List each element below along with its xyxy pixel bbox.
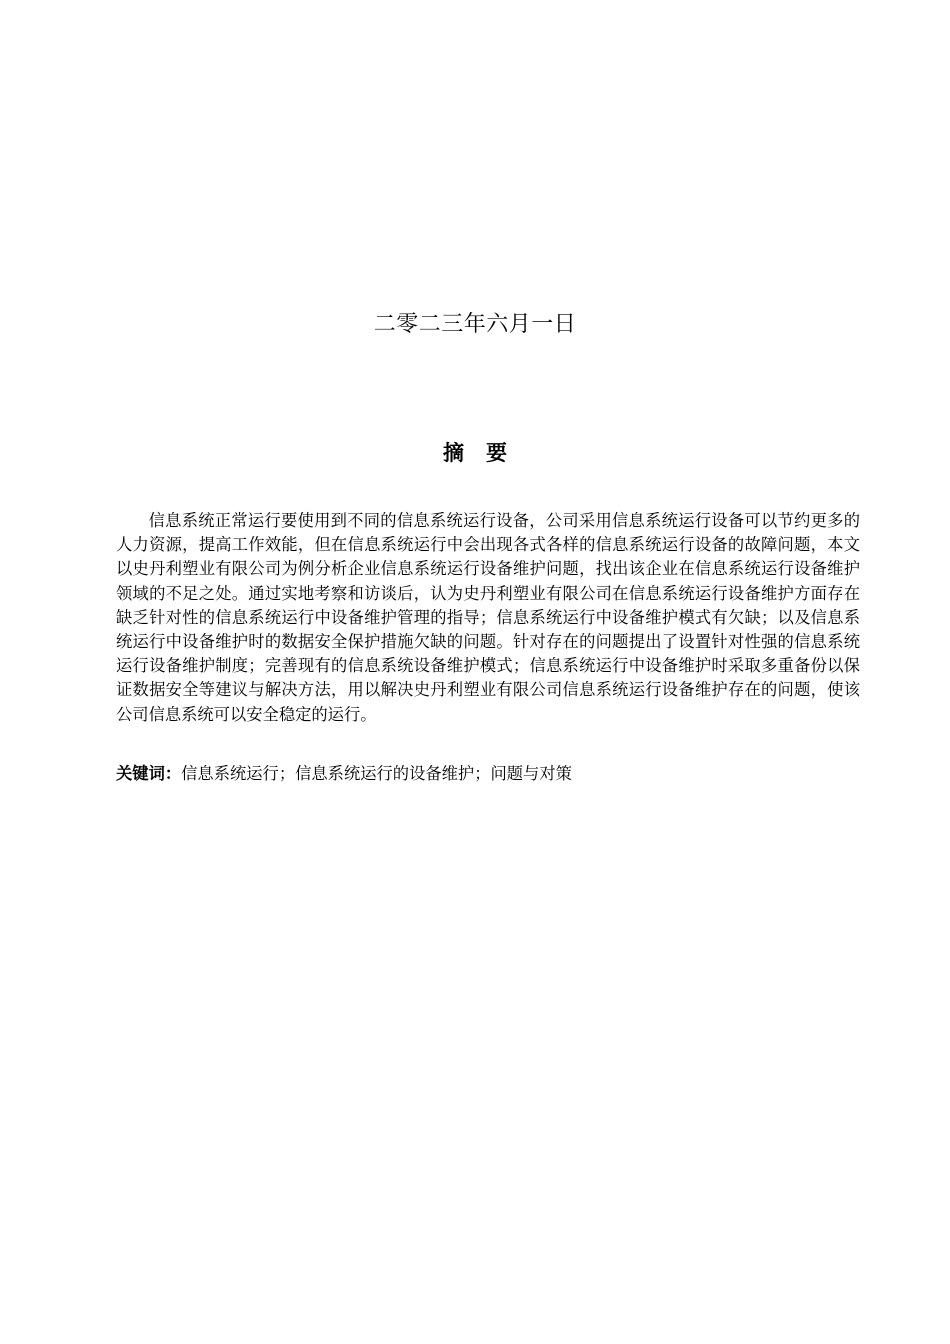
keywords-text: 信息系统运行；信息系统运行的设备维护；问题与对策 bbox=[181, 764, 572, 783]
keywords-line bbox=[116, 762, 860, 786]
abstract-body: 信息系统正常运行要使用到不同的信息系统运行设备，公司采用信息系统运行设备可以节约更多的人力资源，提高工作效能，但在信息系统运行中会出现各式各样的信息系统运行设备的故障问题，本文以史丹利塑业有限公司为例分析企业信息系统运行设备维护问题，找出该企业在信息系统运行设备维护领域的不足之处。通过实地考察和访谈后，认为史丹利塑业有限公司在信息系统运行设备维护方面存在缺乏针对性的信息系统运行中设备维护管理的指导；信息系统运行中设备维护模式有欠缺；以及信息系统运行中设备维护时的数据安全保护措施欠缺的问题。针对存在的问题提出了设置针对性强的信息系统运行设备维护制度；完善现有的信息系统设备维护模式；信息系统运行中设备维护时采取多重备份以保证数据安全等建议与解决方法，用以解决史丹利塑业有限公司信息系统运行设备维护存在的问题，使该公司信息系统可以安全稳定的运行。 bbox=[116, 511, 860, 724]
abstract-heading-right: 要 bbox=[486, 441, 507, 465]
date-line: 二零二三年六月一日 bbox=[373, 312, 577, 337]
keywords-label: 关键词： bbox=[116, 764, 182, 783]
abstract-heading bbox=[0, 437, 950, 469]
abstract-heading-left: 摘 bbox=[443, 441, 464, 465]
